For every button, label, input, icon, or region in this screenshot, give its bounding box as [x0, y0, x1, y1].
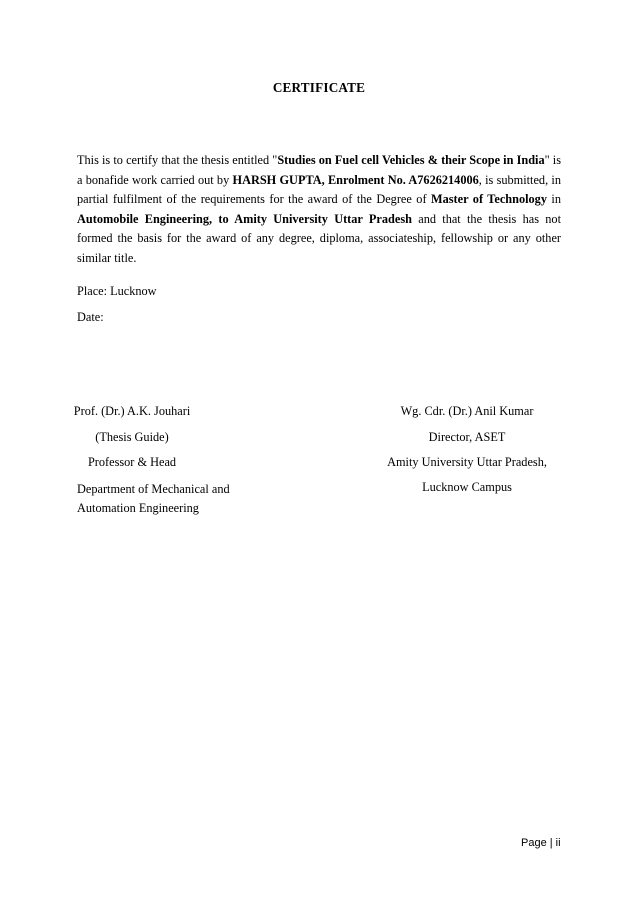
page-title: CERTIFICATE: [272, 80, 366, 95]
certificate-text-1: This is to certify that the thesis entitled ": [77, 153, 278, 167]
degree-name: Master of Technology: [431, 192, 547, 207]
director-campus: Lucknow Campus: [422, 480, 512, 494]
guide-role: (Thesis Guide): [95, 430, 169, 444]
director-role: Director, ASET: [428, 430, 506, 444]
page-number: Page | ii: [521, 837, 561, 849]
student-name: HARSH GUPTA, Enrolment No. A7626214006: [232, 172, 479, 187]
director-name: Wg. Cdr. (Dr.) Anil Kumar: [400, 404, 534, 418]
date-line: Date:: [77, 310, 104, 324]
certificate-text-4: in: [546, 192, 561, 207]
director-institution: Amity University Uttar Pradesh,: [387, 455, 547, 469]
certificate-text-5: and that the thesis has not formed the basis for the award of any degree, diploma, associateship, fellowship or any other similar title.: [77, 211, 561, 265]
guide-department: Department of Mechanical and Automation Engineering: [77, 482, 230, 515]
guide-name: Prof. (Dr.) A.K. Jouhari: [73, 404, 191, 418]
program-name: Automobile Engineering, to Amity University Uttar Pradesh: [77, 211, 412, 226]
guide-position: Professor & Head: [87, 455, 177, 469]
certificate-paragraph: [77, 151, 561, 269]
place-line: Place: Lucknow: [77, 284, 157, 298]
certificate-text-2: " is a bonafide work carried out by: [77, 153, 562, 187]
thesis-title: Studies on Fuel cell Vehicles & their Scope in India: [277, 153, 545, 167]
certificate-text-3: , is submitted, in partial fulfilment of the requirements for the award of the Degree of: [77, 172, 561, 207]
